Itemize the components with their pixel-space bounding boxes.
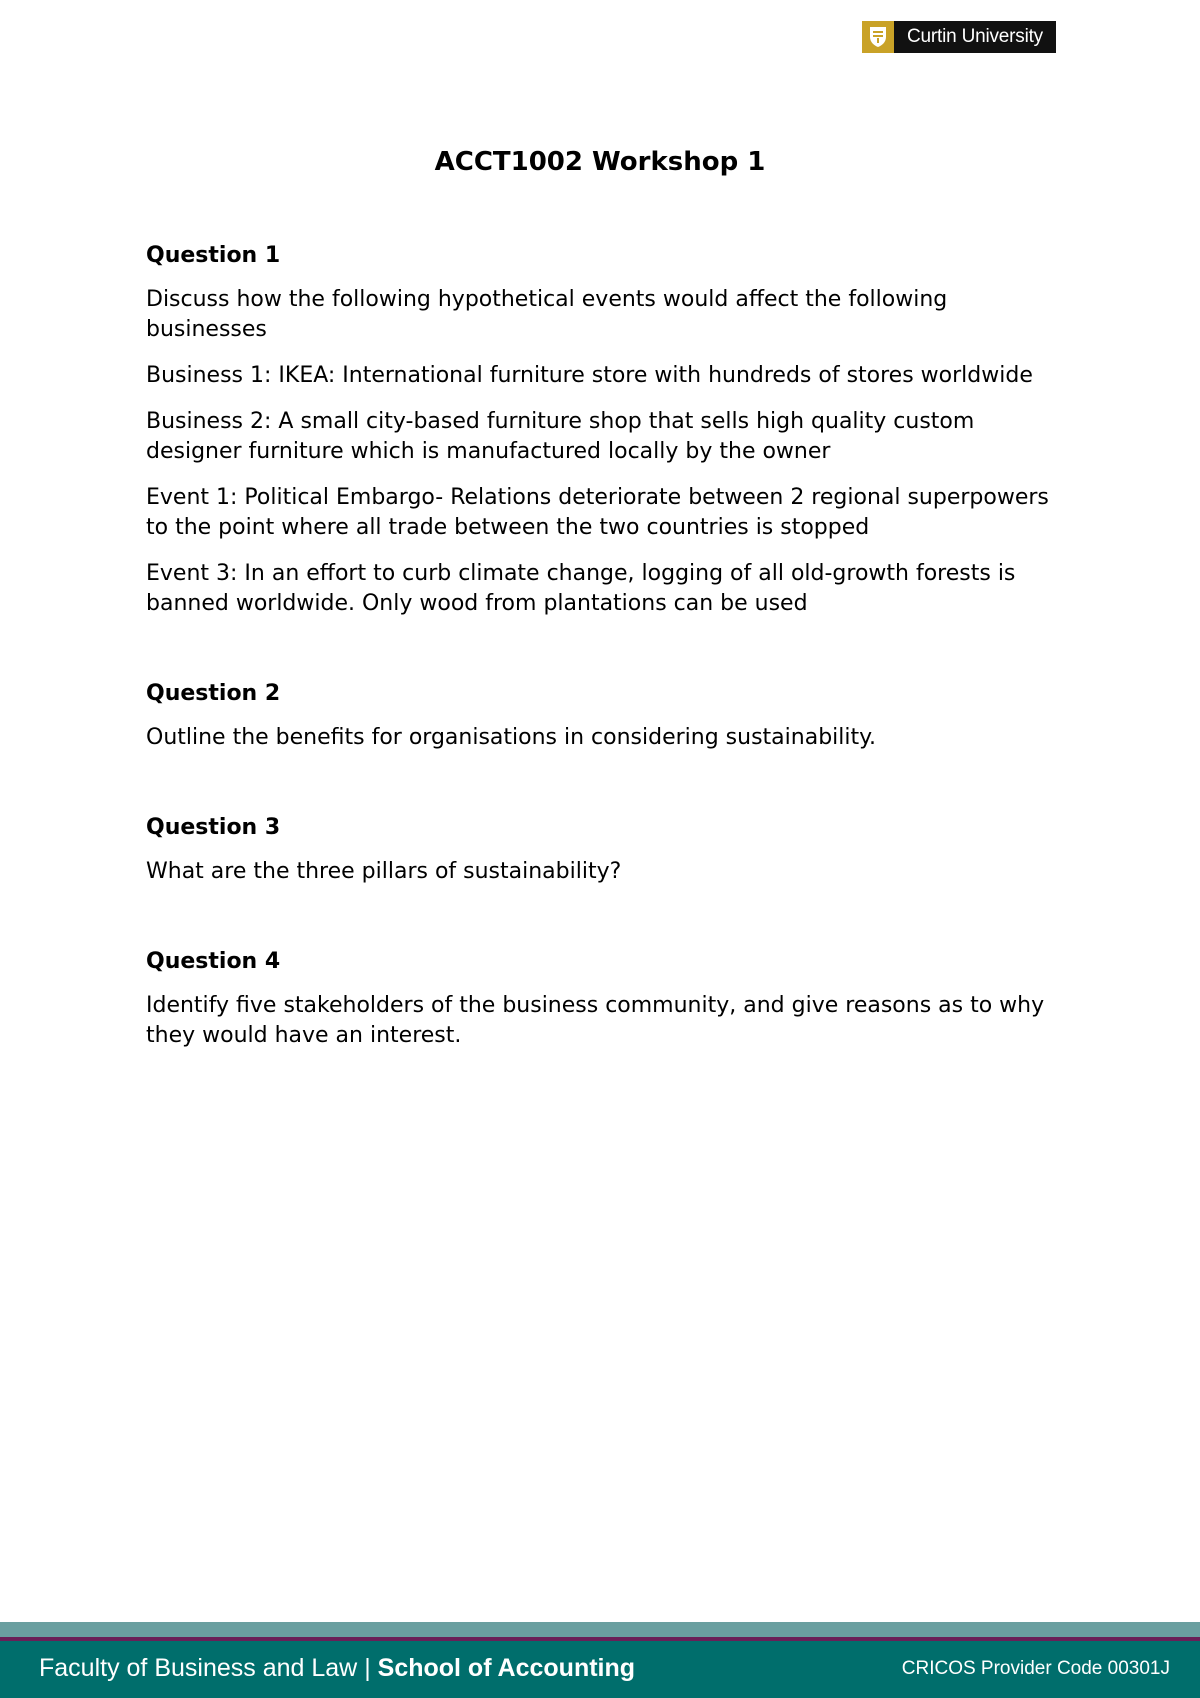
school-name: School of Accounting [377, 1654, 636, 1682]
footer-band [0, 1641, 1200, 1698]
logo-text: Curtin University [907, 26, 1043, 47]
shield-icon [862, 21, 894, 53]
question-heading: Question 3 [146, 815, 281, 840]
question-heading: Question 4 [146, 949, 281, 974]
question-text: What are the three pillars of sustainability? [146, 859, 622, 884]
question-4 [146, 947, 1066, 1051]
curtin-university-logo [862, 21, 1056, 53]
question-text: Outline the benefits for organisations in considering sustainability. [146, 725, 876, 750]
footer-top-line [0, 1622, 1200, 1637]
question-2 [146, 679, 1066, 753]
question-text: Identify five stakeholders of the business community, and give reasons as to why they would have an interest. [146, 993, 1045, 1048]
business-1-text: Business 1: IKEA: International furniture store with hundreds of stores worldwide [146, 363, 1033, 388]
page-title: ACCT1002 Workshop 1 [434, 147, 766, 177]
event-1-text: Event 1: Political Embargo- Relations deteriorate between 2 regional superpowers to the point where all trade between the two countries is stopped [146, 485, 1049, 540]
question-text: Discuss how the following hypothetical events would affect the following businesses [146, 287, 948, 342]
business-2-text: Business 2: A small city-based furniture shop that sells high quality custom designer furniture which is manufactured locally by the owner [146, 409, 975, 464]
question-1 [146, 241, 1066, 619]
footer-separator: | [364, 1654, 371, 1682]
footer-faculty-school [39, 1654, 635, 1683]
question-3 [146, 813, 1066, 887]
question-heading: Question 2 [146, 681, 281, 706]
question-heading: Question 1 [146, 243, 281, 268]
document-body [146, 241, 1066, 1067]
cricos-code: CRICOS Provider Code 00301J [901, 1658, 1170, 1679]
event-3-text: Event 3: In an effort to curb climate change, logging of all old-growth forests is banned worldwide. Only wood from plantations can be used [146, 561, 1016, 616]
faculty-name: Faculty of Business and Law [39, 1654, 358, 1682]
